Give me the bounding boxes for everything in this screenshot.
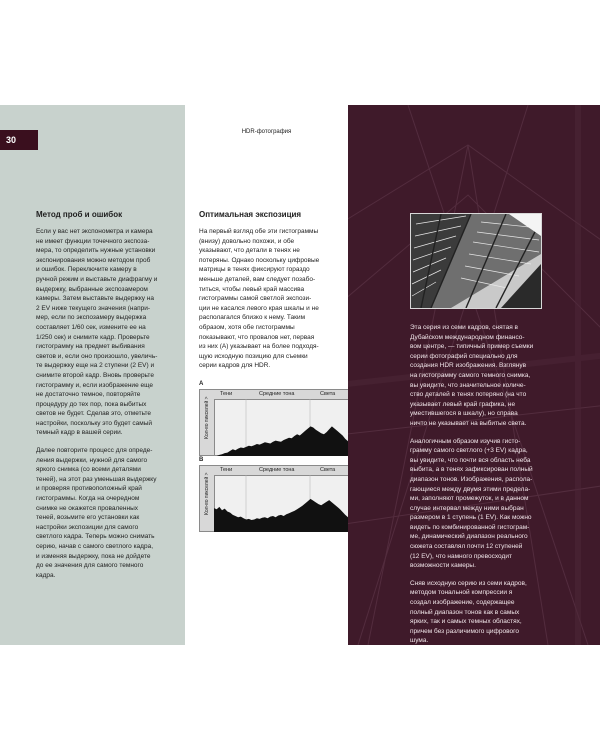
optimal-exposure-heading: Оптимальная экспозиция (199, 210, 302, 219)
trial-and-error-heading: Метод проб и ошибок (36, 210, 123, 219)
middle-paragraph: На первый взгляд обе эти гистограммы (внизу) довольно похожи, и обе указывают, что детали в тенях не потеряны. Однако поскольку цифровые матрицы в тенях фиксируют гораздо меньше деталей, вам следует позабо- титься, чтобы левый край массива гистограммы самой светлой экспози- ции не касался левого края шкалы и не располагался близко к нему. Таким образом, хотя обе гистограммы показывают, что провалов нет, первая из них (A) указывает на более подходя- щую исходную позицию для съемки серии кадров для HDR. (199, 228, 320, 370)
histogram-a-plot (214, 399, 348, 456)
histogram-a-zone-highlights: Света (320, 391, 336, 397)
histogram-a-frame (199, 389, 349, 456)
right-paragraph-2: Аналогичным образом изучив гисто- грамму самого светлого (+3 EV) кадра, вы увидите, что почти вся область неба выбита, а в тенях зафиксирован полный диапазон тонов. Изображения, распола- гающиеся между двумя этими предела- ми, заполняют промежуток, и в данном случае интервал между ними выбран размером в 1 ступень (1 EV). Как можно видеть по комбинированной гистограм- ме, динамический диапазон реального сюжета составлял почти 12 ступеней (12 EV), что намного превосходит возможности камеры. (410, 437, 533, 570)
right-column (348, 105, 600, 645)
right-paragraph-1: Эта серия из семи кадров, снятая в Дубайском международном финансо- вом центре, — типичный пример съемки серии фотографий специально для создания HDR изображения. Взглянув на гистограмму самого темного снимка, вы увидите, что значительное количе- ство деталей в тенях потеряно (на что указывает левый край графика, не уместившегося в шкалу), но справа ничто не указывает на выбитые света. (410, 324, 534, 427)
page-number: 30 (0, 130, 38, 150)
middle-text-block (199, 210, 339, 379)
histogram-b-area (214, 499, 348, 532)
histogram-a-area (214, 426, 348, 456)
histogram-a-zone-midtones: Средние тона (259, 391, 295, 397)
histogram-a-y-band (200, 390, 215, 455)
histogram-a (199, 381, 349, 456)
running-header: HDR-фотография (241, 129, 292, 135)
middle-column (185, 105, 348, 645)
histogram-b-plot (214, 475, 348, 532)
histogram-b-y-band (200, 466, 215, 531)
right-text-block (410, 323, 540, 645)
building-photo-graphic (411, 214, 541, 308)
histogram-b (199, 457, 349, 532)
left-paragraph-2: Далее повторите процесс для опреде- ления выдержки, нужной для самого яркого снимка (со всеми деталями теней), на этот раз уменьшая выдержку и проверяя противоположный край гистограммы. Когда на очередном снимке не окажется проваленных теней, возьмите его установки как настройки экспозиции для самого светлого кадра. Теперь можно снимать серию, начав с самого светлого кадра, и изменяя выдержку, пока не дойдете до ее значения для самого темного кадра. (36, 447, 157, 579)
book-spread (0, 105, 600, 645)
left-paragraph-1: Если у вас нет экспонометра и камера не имеет функции точечного экспозa- мера, то определить нужные установки экспонирования можно методом проб и ошибок. Переключите камеру в ручной режим и выставьте диафрагму и выдержку, выбранные экспозамером камеры. Затем выставьте выдержку на 2 EV ниже текущего значения (напри- мер, если по экспозамеру выдержка составляет 1/60 сек, измените ее на 1/250 сек) и снимите кадр. Проверьте гистограмму на предмет выбивания светов и, если оно произошло, увеличь- те выдержку еще на 2 ступени (2 EV) и снимите второй кадр. Вновь проверьте гистограмму и, если изображение еще не достаточно темное, повторяйте процедуру до тех пор, пока выбитых светов не будет. Сделав это, отметьте настройки, поскольку это будет самый темный кадр в вашей серии. (36, 228, 158, 437)
dubai-financial-center-photo (410, 213, 542, 309)
histogram-a-zone-shadows: Тени (220, 391, 233, 397)
histogram-b-zone-shadows: Тени (220, 467, 233, 473)
histogram-b-label: B (199, 457, 204, 463)
histogram-a-label: A (199, 381, 204, 387)
histogram-b-zone-midtones: Средние тона (259, 467, 295, 473)
left-column (0, 105, 185, 645)
histogram-b-zone-highlights: Света (320, 467, 336, 473)
histogram-b-y-label: Кол-во пикселей > (204, 472, 210, 515)
left-text-block (36, 210, 178, 588)
histogram-b-frame (199, 465, 349, 532)
histogram-a-y-label: Кол-во пикселей > (204, 396, 210, 439)
right-paragraph-3: Сняв исходную серию из семи кадров, методом тональной компрессии я создал изображение, содержащее полный диапазон тонов как в самых ярких, так и самых темных областях, причем без различимого цифрового шума. (410, 579, 527, 645)
